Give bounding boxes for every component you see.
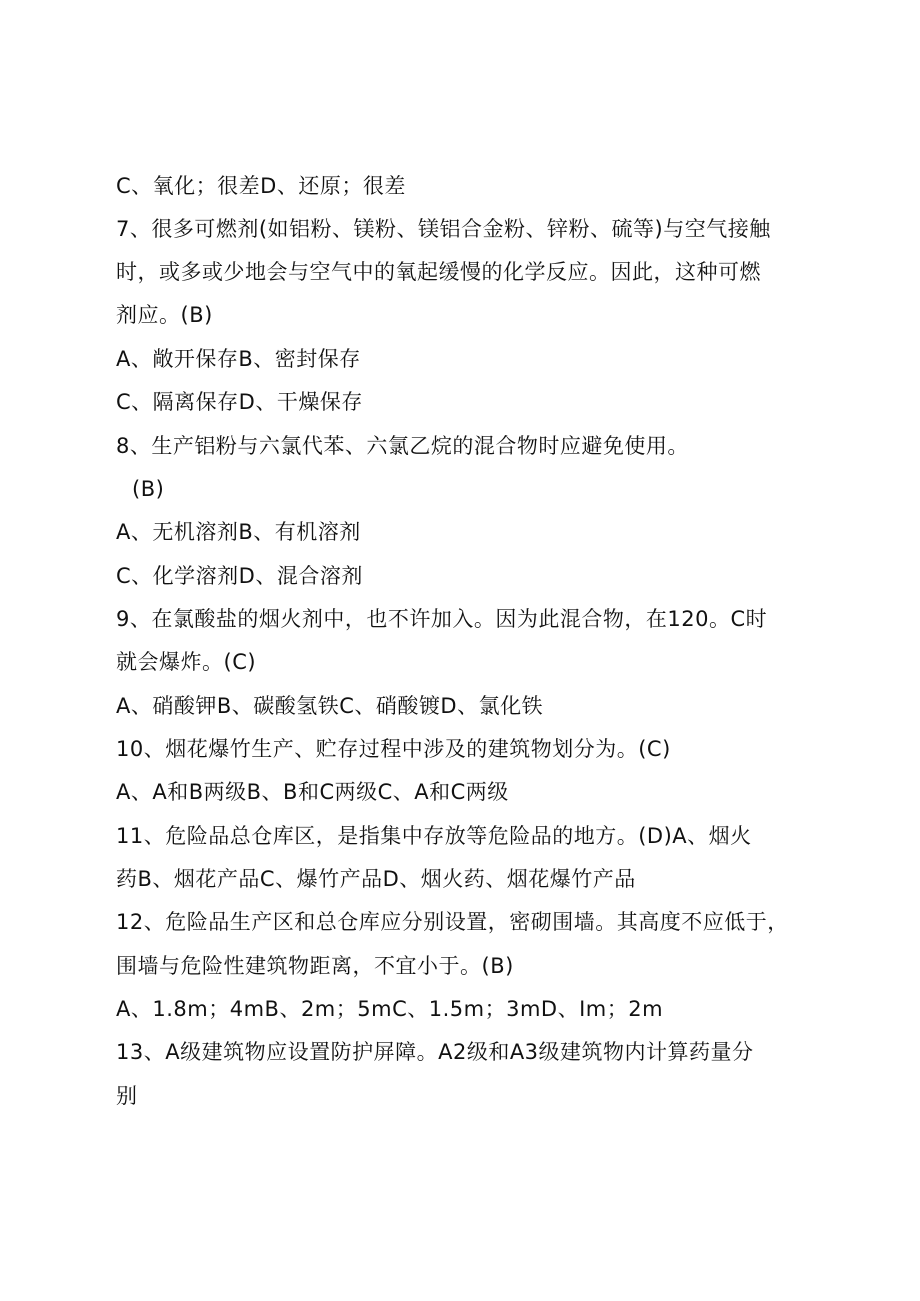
question-11-text: 11、危险品总仓库区，是指集中存放等危险品的地方。(D)A、烟火 — [116, 824, 752, 848]
question-7-text: 7、很多可燃剂(如铝粉、镁粉、镁铝合金粉、锌粉、硫等)与空气接触 — [116, 217, 771, 241]
option-line: A、无机溶剂B、有机溶剂 — [116, 520, 361, 544]
option-line: C、化学溶剂D、混合溶剂 — [116, 564, 363, 588]
option-line: A、硝酸钾B、碳酸氢铁C、硝酸镀D、氯化铁 — [116, 694, 544, 718]
text-line: 就会爆炸。(C) — [116, 650, 257, 674]
question-10-text: 10、烟花爆竹生产、贮存过程中涉及的建筑物划分为。(C) — [116, 737, 671, 761]
text-line: C、氧化；很差D、还原；很差 — [116, 174, 406, 198]
option-line: C、隔离保存D、干燥保存 — [116, 390, 363, 414]
question-8-text: 8、生产铝粉与六氯代苯、六氯乙烷的混合物时应避免使用。 — [116, 434, 689, 458]
text-line: 时，或多或少地会与空气中的氧起缓慢的化学反应。因此，这种可燃 — [116, 260, 761, 284]
answer-line: (B) — [132, 477, 165, 501]
question-9-text: 9、在氯酸盐的烟火剂中，也不许加入。因为此混合物，在120。C时 — [116, 607, 768, 631]
question-13-text: 13、A级建筑物应设置防护屏障。A2级和A3级建筑物内计算药量分 — [116, 1040, 754, 1064]
text-line: 围墙与危险性建筑物距离，不宜小于。(B) — [116, 954, 514, 978]
option-line: A、敞开保存B、密封保存 — [116, 347, 361, 371]
text-line: 别 — [116, 1084, 138, 1108]
text-line: 剂应。(B) — [116, 303, 213, 327]
option-line: A、1.8m；4mB、2m；5mC、1.5m；3mD、Im；2m — [116, 997, 664, 1021]
option-line: A、A和B两级B、B和C两级C、A和C两级 — [116, 780, 509, 804]
question-12-text: 12、危险品生产区和总仓库应分别设置，密砌围墙。其高度不应低于， — [116, 910, 789, 934]
option-line: 药B、烟花产品C、爆竹产品D、烟火药、烟花爆竹产品 — [116, 867, 636, 891]
